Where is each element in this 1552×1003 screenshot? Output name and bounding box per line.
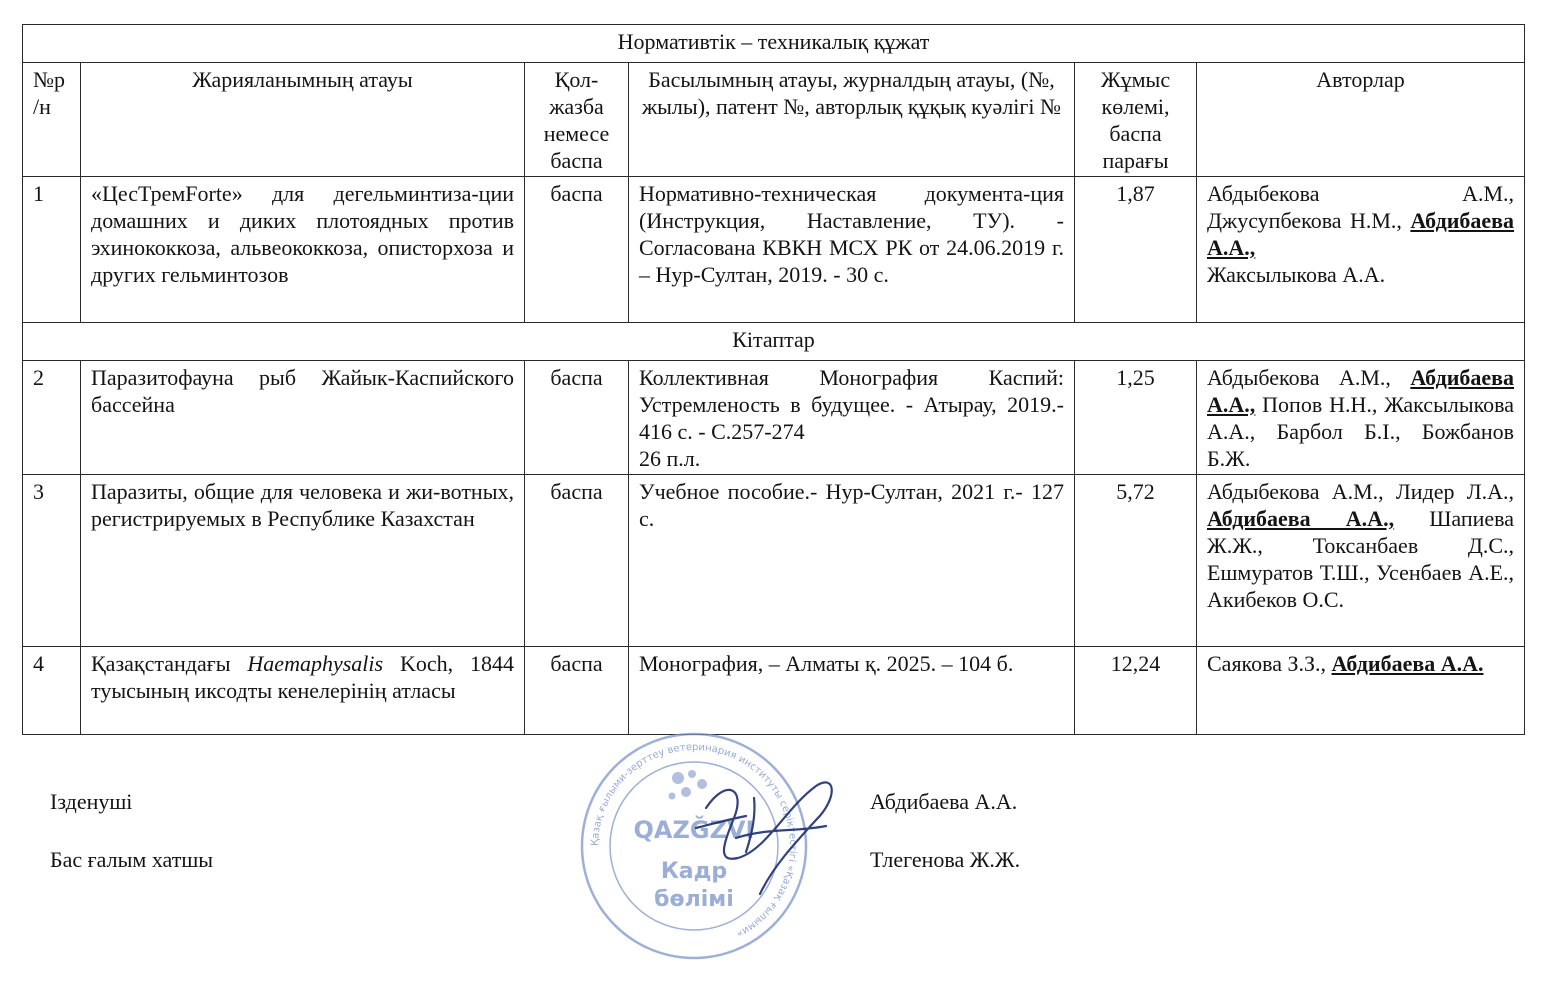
stamp-line1: Кадр (660, 859, 728, 884)
author: Джусупбекова Н.М., (1207, 208, 1402, 233)
row-source: Учебное пособие.- Нур-Султан, 2021 г.- 127 с. (629, 475, 1075, 647)
author: Жаксылыкова А.А. (1207, 262, 1386, 287)
row-authors (1197, 177, 1525, 323)
row-title: Паразиты, общие для человека и жи-вотных, регистрируемых в Республике Казахстан (81, 475, 525, 647)
handwritten-signature (676, 768, 846, 908)
row-volume: 1,25 (1075, 361, 1197, 475)
applicant-label: Ізденуші (50, 789, 133, 814)
row-title (81, 647, 525, 735)
table-row (23, 475, 1525, 647)
header-num: №р /н (23, 63, 81, 177)
table-row (23, 647, 1525, 735)
author: Ешмуратов Т.Ш., (1207, 560, 1370, 585)
row-type: баспа (525, 647, 629, 735)
applicant-name: Абдибаева А.А. (870, 789, 1018, 814)
author: Токсанбаев Д.С., (1312, 533, 1515, 558)
table-header-row (23, 63, 1525, 177)
secretary-name: Тлегенова Ж.Ж. (870, 847, 1021, 872)
row-title: «ЦесТремForte» для дегельминтиза-ции домашних и диких плотоядных против эхинококкоза, альвеококкоза, описторхоза и других гельминтозов (81, 177, 525, 323)
title-part: Қазақстандағы (91, 651, 248, 676)
section-title: Кітаптар (23, 323, 1525, 361)
row-authors (1197, 647, 1525, 735)
row-title: Паразитофауна рыб Жайык-Каспийского бассейна (81, 361, 525, 475)
author: Шапиева Ж.Ж., (1207, 506, 1515, 558)
stamp-ring-text: Қазақ ғылыми-зерттеу ветеринария институты серіктестігі «Қазақ ғылыми» (589, 741, 799, 940)
header-source: Басылымның атауы, журналдың атауы, (№, жылы), патент №, авторлық құқық куәлігі № (629, 63, 1075, 177)
svg-text:Қазақ ғылыми-зерттеу ветеринар (590, 742, 799, 940)
author: Акибеков О.С. (1207, 587, 1345, 612)
source-text: Коллективная Монография Каспий: Устремленость в будущее. - Атырау, 2019.- 416 с. - С.257-274 (639, 365, 1064, 444)
author: Абдыбекова А.М., (1207, 365, 1391, 390)
author: Саякова З.З., (1207, 651, 1327, 676)
section-title: Нормативтік – техникалық құжат (23, 25, 1525, 63)
row-num: 3 (23, 475, 81, 647)
row-num: 2 (23, 361, 81, 475)
row-source: Монография, – Алматы қ. 2025. – 104 б. (629, 647, 1075, 735)
author: Барбол Б.І., (1276, 419, 1401, 444)
header-authors: Авторлар (1197, 63, 1525, 177)
section-row-normative (23, 25, 1525, 63)
row-type: баспа (525, 361, 629, 475)
source-extra: 26 п.л. (639, 446, 701, 471)
row-type: баспа (525, 177, 629, 323)
header-volume: Жұмыс көлемі, баспа парағы (1075, 63, 1197, 177)
row-source: Нормативно-техническая документа-ция (Инструкция, Наставление, ТУ). - Согласована КВКН МСХ РК от 24.06.2019 г. – Нур-Султан, 2019. - 30 с. (629, 177, 1075, 323)
stamp-line2: бөлімі (654, 887, 734, 912)
table-row (23, 177, 1525, 323)
publications-table (22, 24, 1525, 735)
author-highlighted: Абдибаева А.А., (1207, 208, 1515, 260)
row-num: 1 (23, 177, 81, 323)
section-row-books (23, 323, 1525, 361)
author: Лидер Л.А., (1395, 479, 1515, 504)
row-volume: 1,87 (1075, 177, 1197, 323)
table-row (23, 361, 1525, 475)
author-highlighted: Абдибаева А.А., (1207, 506, 1395, 531)
row-type: баспа (525, 475, 629, 647)
author: Божбанов Б.Ж. (1207, 419, 1515, 471)
author: Жаксылыкова А.А., (1207, 392, 1515, 444)
title-part: Koch, 1844 туысының иксодты кенелерінің атласы (91, 651, 515, 703)
author: Попов Н.Н., (1262, 392, 1378, 417)
author: Усенбаев А.Е., (1376, 560, 1515, 585)
author: Абдыбекова А.М., (1207, 181, 1515, 206)
stamp-seal (578, 730, 810, 962)
row-volume: 12,24 (1075, 647, 1197, 735)
row-authors (1197, 361, 1525, 475)
author-highlighted: Абдибаева А.А. (1331, 651, 1484, 676)
row-num: 4 (23, 647, 81, 735)
stamp-logo: QAZĞZVI (633, 816, 755, 844)
row-source (629, 361, 1075, 475)
header-title: Жарияланымның атауы (81, 63, 525, 177)
header-type: Қол-жазба немесе баспа (525, 63, 629, 177)
title-genus: Haemaphysalis (247, 651, 384, 676)
secretary-label: Бас ғалым хатшы (50, 847, 214, 872)
row-authors (1197, 475, 1525, 647)
author-highlighted: Абдибаева А.А., (1207, 365, 1515, 417)
row-volume: 5,72 (1075, 475, 1197, 647)
author: Абдыбекова А.М., (1207, 479, 1384, 504)
